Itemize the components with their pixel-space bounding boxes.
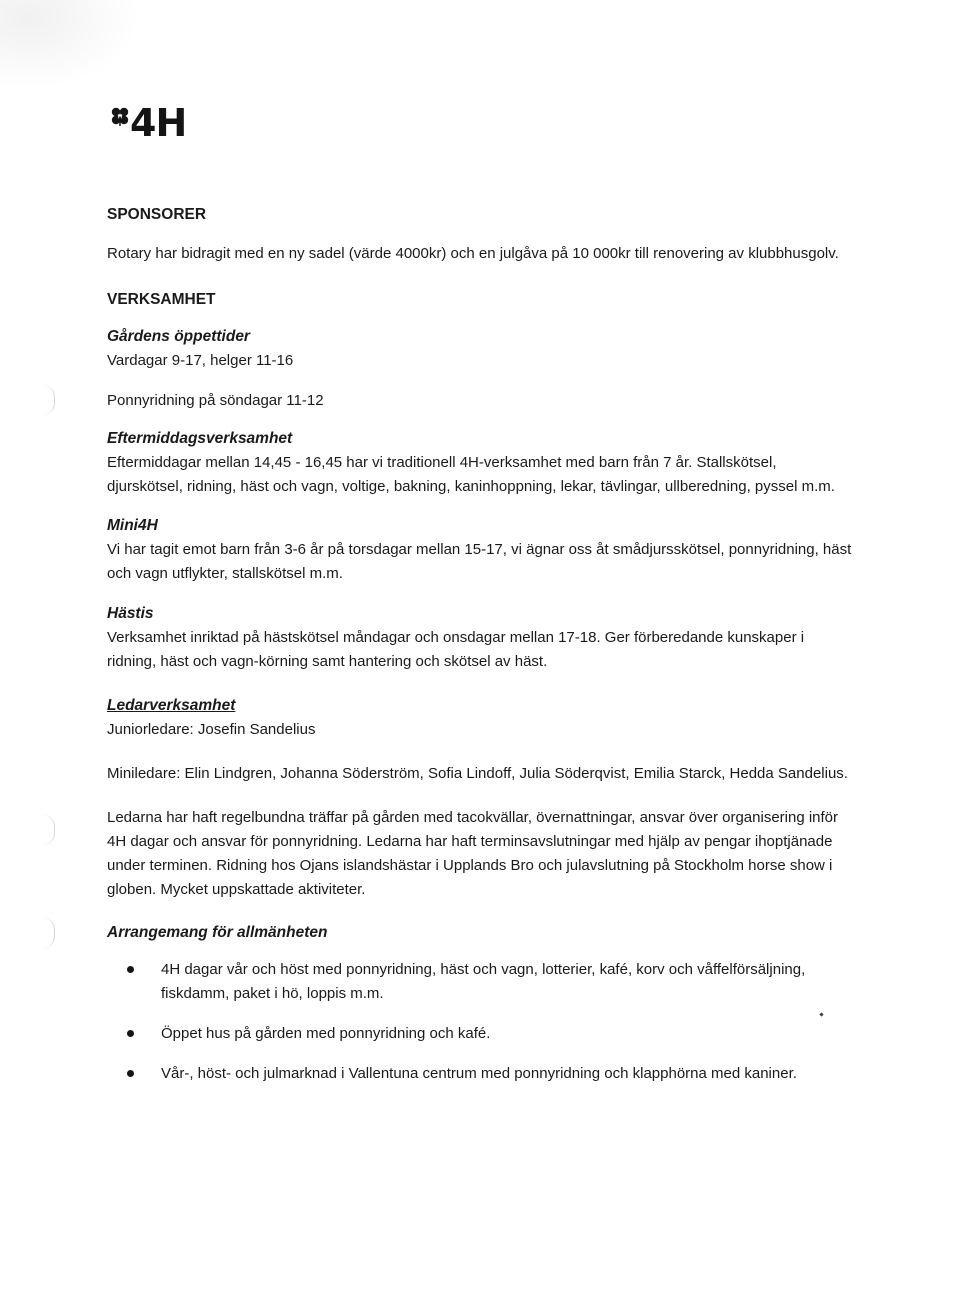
opening-hours-line: Vardagar 9-17, helger 11-16 <box>107 352 294 369</box>
scan-shadow <box>0 0 140 90</box>
logo-text: 4H <box>130 101 187 145</box>
scan-edge-mark <box>40 815 55 845</box>
list-item-text: Öppet hus på gården med ponnyridning och kafé. <box>161 1025 491 1042</box>
subheading-eftermiddagsverksamhet: Eftermiddagsverksamhet <box>107 430 293 447</box>
scan-edge-mark <box>40 385 55 415</box>
sponsorer-paragraph: Rotary har bidragit med en ny sadel (värde 4000kr) och en julgåva på 10 000kr till renovering av klubbhusgolv. <box>107 245 839 262</box>
ledarna-paragraph: Ledarna har haft regelbundna träffar på gården med tacokvällar, övernattningar, ansvar över organisering inför 4H dagar och ansvar för ponnyridning. Ledarna har haft terminsavslutningar med hjälp av pengar ihoptjänade under terminen. Ridning hos Ojans islandshästar i Upplands Bro och julavslutning på Stockholm horse show i globen. Mycket uppskattade aktiviteter. <box>107 809 839 898</box>
subheading-mini4h: Mini4H <box>107 517 158 534</box>
section-heading-sponsorer: SPONSORER <box>107 206 207 223</box>
svg-text:H: H <box>117 113 123 121</box>
bullet-icon <box>127 1070 134 1077</box>
list-item <box>107 958 852 1006</box>
hastis-paragraph: Verksamhet inriktad på hästskötsel måndagar och onsdagar mellan 17-18. Ger förberedande kunskaper i ridning, häst och vagn-körning samt hantering och skötsel av häst. <box>107 629 805 670</box>
subheading-hastis: Hästis <box>107 605 154 622</box>
document-body <box>107 203 852 1086</box>
subheading-gardens-oppettider: Gårdens öppettider <box>107 328 250 345</box>
subheading-ledarverksamhet: Ledarverksamhet <box>107 697 236 714</box>
list-item <box>107 1022 852 1046</box>
juniorledare-line: Juniorledare: Josefin Sandelius <box>107 721 316 738</box>
miniledare-paragraph: Miniledare: Elin Lindgren, Johanna Söderström, Sofia Lindoff, Julia Söderqvist, Emilia Starck, Hedda Sandelius. <box>107 765 848 782</box>
4h-logo <box>110 101 187 145</box>
bullet-icon <box>127 1030 134 1037</box>
subheading-arrangemang: Arrangemang för allmänheten <box>107 924 328 941</box>
section-heading-verksamhet: VERKSAMHET <box>107 291 216 308</box>
four-leaf-clover-icon <box>110 106 130 126</box>
mini4h-paragraph: Vi har tagit emot barn från 3-6 år på torsdagar mellan 15-17, vi ägnar oss åt smådjursskötsel, ponnyridning, häst och vagn utflykter, stallskötsel m.m. <box>107 541 852 582</box>
scan-edge-mark <box>40 918 55 948</box>
arrangemang-list <box>107 958 852 1086</box>
list-item <box>107 1062 852 1086</box>
bullet-icon <box>127 966 134 973</box>
pony-riding-hours-line: Ponnyridning på söndagar 11-12 <box>107 392 324 409</box>
list-item-text: 4H dagar vår och höst med ponnyridning, häst och vagn, lotterier, kafé, korv och våffelförsäljning, fiskdamm, paket i hö, loppis m.m. <box>161 961 806 1002</box>
eftermiddag-paragraph: Eftermiddagar mellan 14,45 - 16,45 har vi traditionell 4H-verksamhet med barn från 7 år. Stallskötsel, djurskötsel, ridning, häst och vagn, voltige, bakning, kaninhoppning, lekar, tävlingar, ullberedning, pyssel m.m. <box>107 454 835 495</box>
list-item-text: Vår-, höst- och julmarknad i Vallentuna centrum med ponnyridning och klapphörna med kaniner. <box>161 1065 797 1082</box>
